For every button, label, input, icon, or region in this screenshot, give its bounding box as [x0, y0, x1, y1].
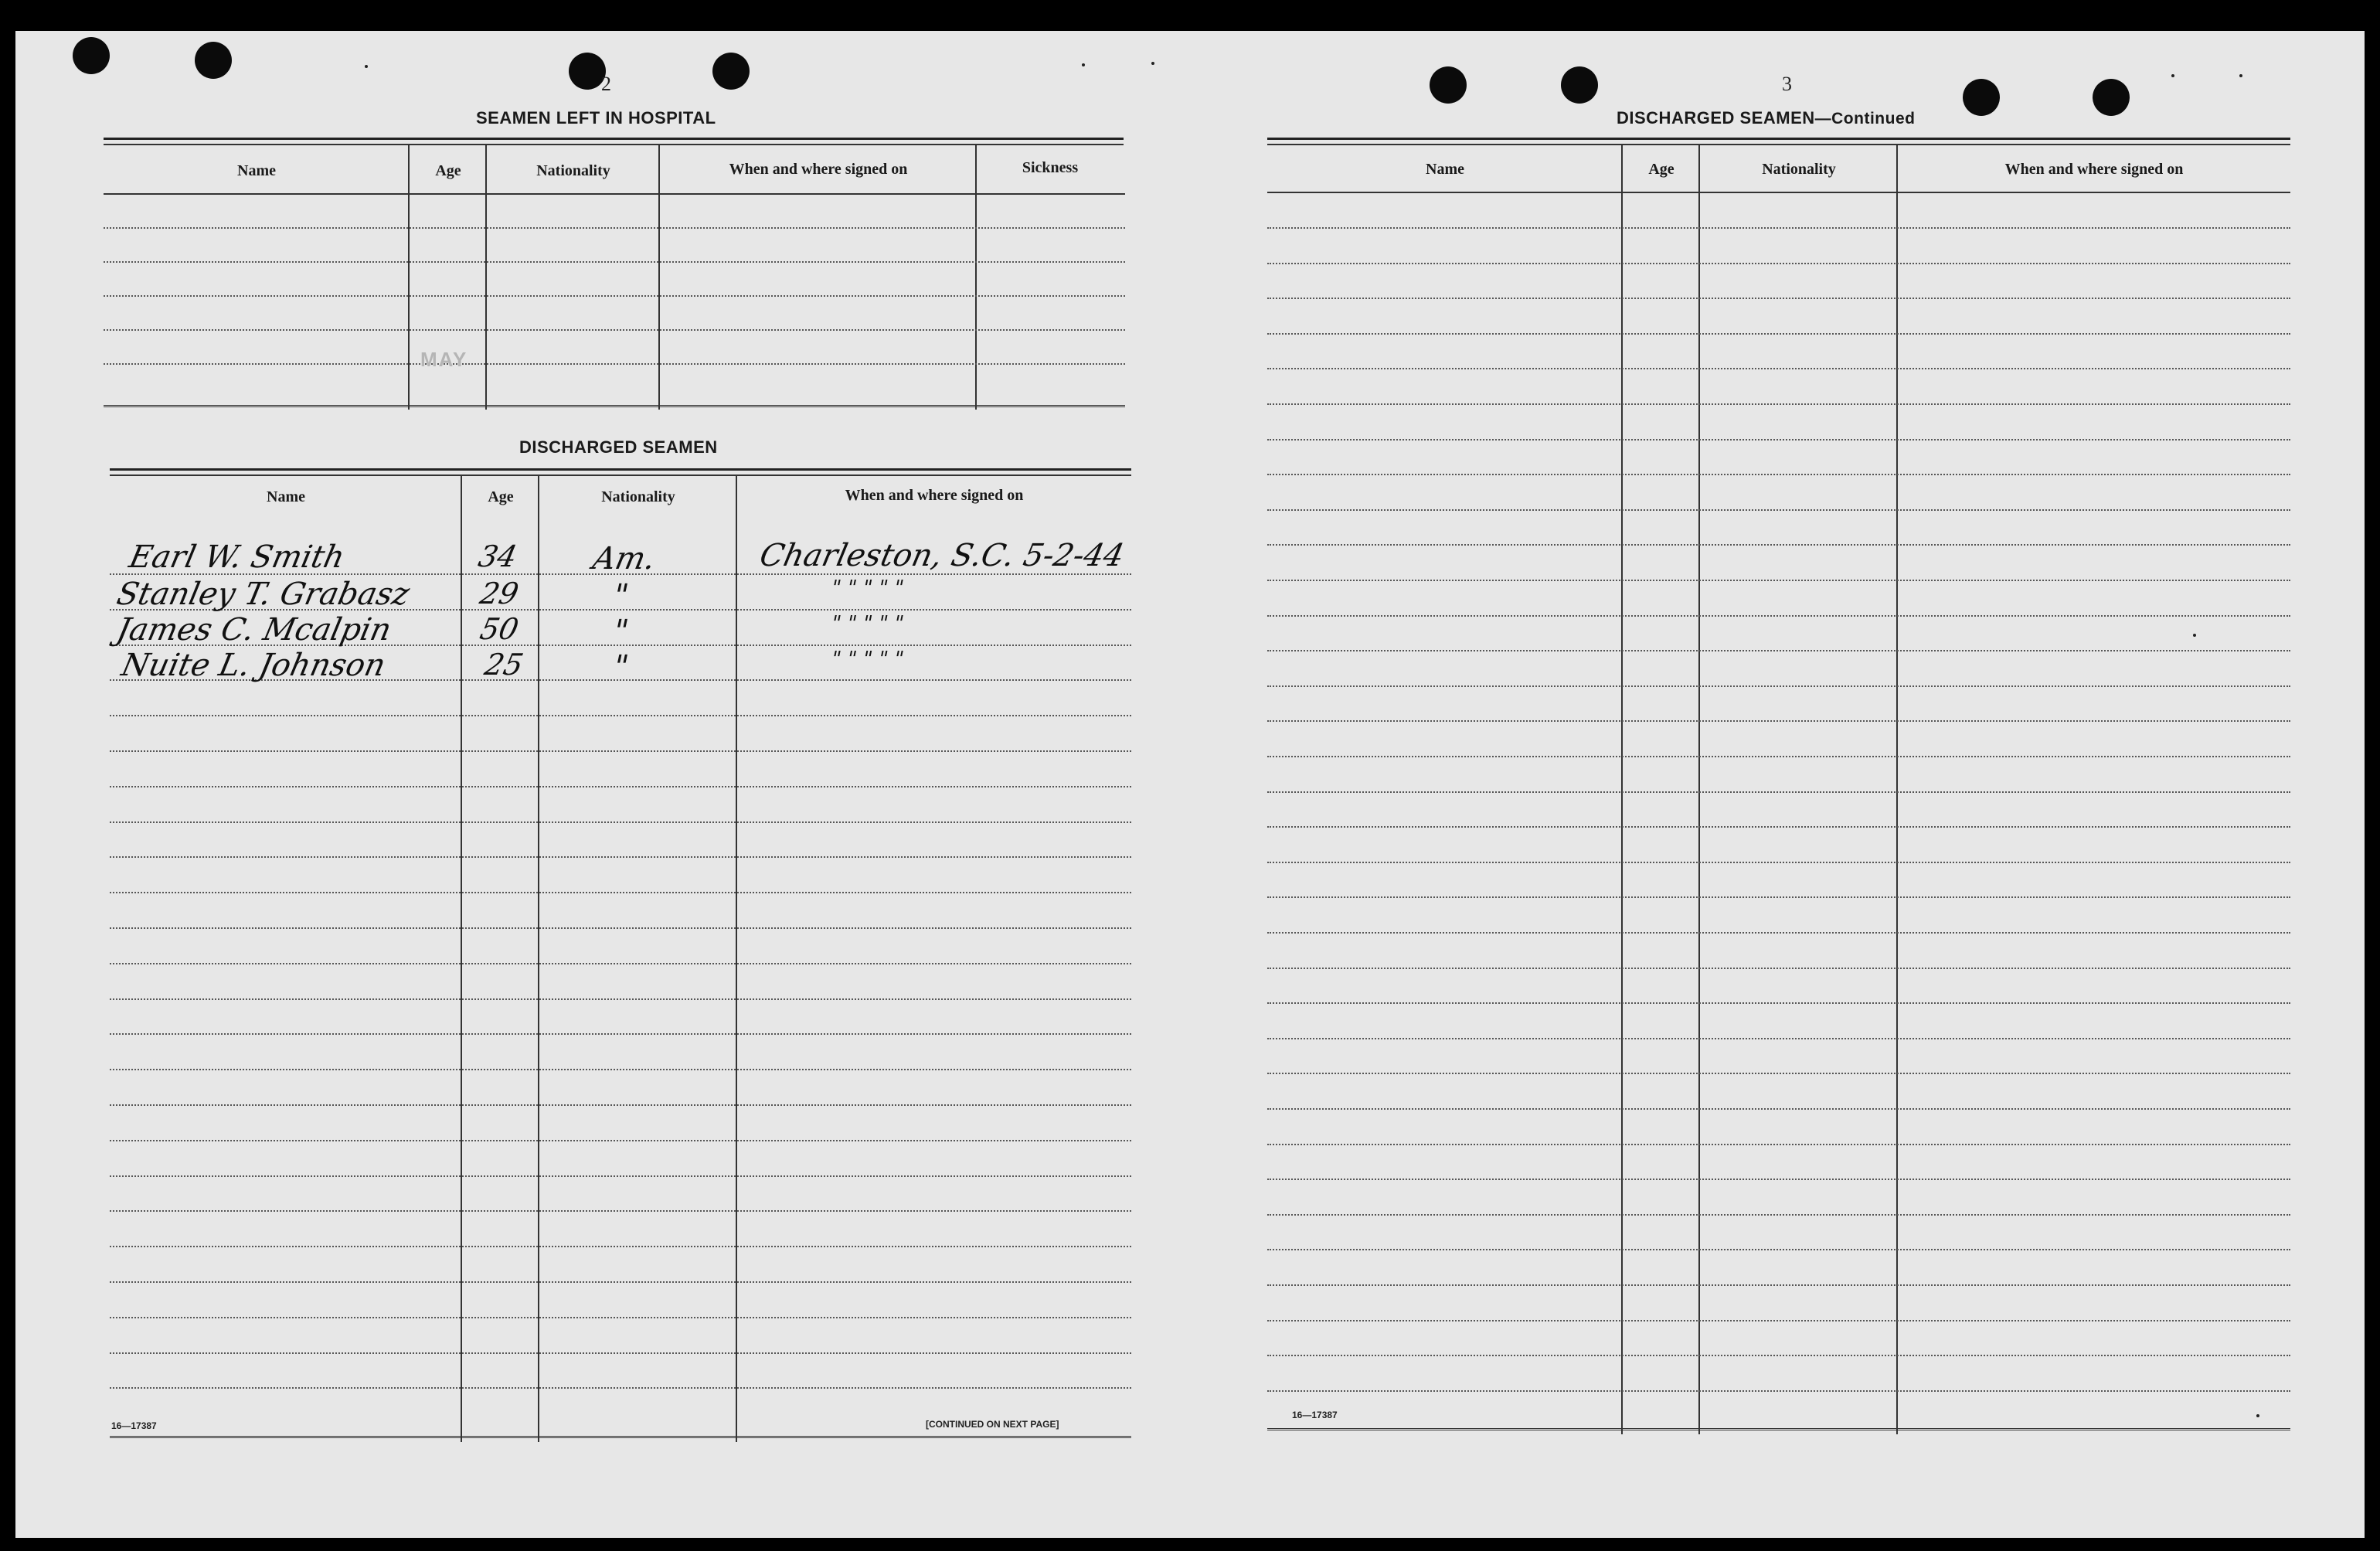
ruled-line [110, 998, 1131, 1000]
ruled-line [110, 1175, 1131, 1177]
right-header-name: Name [1426, 161, 1464, 178]
discharged-top-rule [110, 468, 1131, 471]
ledger-sheet [15, 31, 2365, 1538]
ruled-line [1267, 298, 2290, 299]
ruled-line [1267, 1214, 2290, 1216]
discharged-col-divider [736, 476, 737, 1442]
hospital-table [104, 145, 1125, 410]
seaman-age: 29 [477, 577, 522, 611]
seaman-name: Nuite L. Johnson [118, 648, 389, 683]
ruled-line [110, 1210, 1131, 1212]
hospital-header-age: Age [435, 162, 461, 179]
right-col-divider [1621, 145, 1623, 1434]
ruled-line [1267, 1073, 2290, 1074]
hospital-header-nationality: Nationality [536, 162, 610, 179]
ruled-line [110, 963, 1131, 964]
right-top-rule [1267, 138, 2290, 140]
ruled-line [1267, 1179, 2290, 1180]
ruled-line [1267, 1355, 2290, 1356]
ruled-line [1267, 474, 2290, 475]
hospital-row-line [104, 295, 1125, 297]
hospital-row-line [104, 363, 1125, 365]
discharged-section-title: DISCHARGED SEAMEN [519, 437, 718, 457]
hospital-row-line [104, 261, 1125, 263]
ruled-line [1267, 1144, 2290, 1145]
seaman-nationality: " [610, 578, 632, 614]
ruled-line [1267, 544, 2290, 546]
hospital-col-divider [658, 145, 660, 410]
punch-hole [1430, 66, 1467, 104]
seaman-nationality: " [610, 614, 632, 649]
discharged-header-age: Age [488, 488, 514, 505]
discharged-continued-table [1267, 145, 2290, 1434]
seaman-nationality: " [610, 649, 632, 685]
hospital-section-title: SEAMEN LEFT IN HOSPITAL [476, 108, 716, 128]
ruled-line [1267, 791, 2290, 793]
ruled-line [110, 1352, 1131, 1354]
ruled-line [1267, 403, 2290, 405]
seaman-name: Stanley T. Grabasz [114, 577, 413, 612]
discharged-continued-title [1617, 108, 1915, 128]
ruled-line [1267, 227, 2290, 229]
ruled-line [1267, 439, 2290, 440]
ruled-line [1267, 615, 2290, 617]
hospital-bottom-line [104, 405, 1125, 407]
ruled-line [1267, 826, 2290, 828]
seaman-age: 34 [475, 539, 521, 573]
discharged-continued-title-suffix: —Continued [1814, 110, 1916, 128]
ruled-line [1267, 685, 2290, 687]
ruled-line [110, 1246, 1131, 1247]
form-number-right: 16—17387 [1292, 1410, 1338, 1420]
hospital-header-sickness: Sickness [1022, 159, 1079, 176]
ruled-line [1267, 1108, 2290, 1110]
hospital-header-name: Name [237, 162, 276, 179]
hospital-row-line [104, 329, 1125, 331]
ruled-line [1267, 333, 2290, 335]
punch-hole [195, 42, 232, 79]
hospital-top-rule [104, 138, 1124, 140]
punch-hole [712, 53, 750, 90]
hospital-header-signed-on: When and where signed on [729, 161, 908, 178]
ruled-line [110, 786, 1131, 787]
ruled-line [110, 856, 1131, 858]
ruled-line [110, 821, 1131, 823]
ruled-line [1267, 968, 2290, 969]
hospital-col-divider [975, 145, 977, 410]
discharged-bottom-line [110, 1436, 1131, 1438]
hospital-row-line [104, 227, 1125, 229]
discharged-header-signed-on: When and where signed on [845, 487, 1024, 504]
seaman-signed-on: " " " " " [828, 577, 906, 600]
seaman-name: Earl W. Smith [126, 539, 348, 575]
page-number-left: 2 [601, 73, 611, 95]
seaman-nationality: Am. [590, 541, 659, 577]
form-number-left: 16—17387 [111, 1420, 157, 1431]
ruled-line [1267, 756, 2290, 757]
ruled-line [1267, 862, 2290, 863]
discharged-header-name: Name [267, 488, 305, 505]
faded-stamp: MAY [420, 348, 468, 371]
right-header-signed-on: When and where signed on [2004, 161, 2184, 178]
punch-hole [1963, 79, 2000, 116]
right-header-nationality: Nationality [1762, 161, 1836, 178]
ruled-line [110, 1104, 1131, 1106]
ruled-line [110, 892, 1131, 893]
discharged-header-nationality: Nationality [601, 488, 675, 505]
ruled-line [1267, 509, 2290, 511]
ruled-line [1267, 932, 2290, 934]
ruled-line [1267, 720, 2290, 722]
page-number-right: 3 [1782, 73, 1792, 95]
ruled-line [110, 1281, 1131, 1283]
seaman-name: James C. Mcalpin [114, 612, 395, 648]
discharged-table [110, 476, 1131, 1442]
ruled-line [1267, 580, 2290, 581]
hospital-col-divider [485, 145, 487, 410]
ruled-line [110, 750, 1131, 752]
ruled-line [1267, 1390, 2290, 1392]
seaman-age: 50 [477, 612, 522, 646]
seaman-age: 25 [481, 648, 527, 682]
ruled-line [1267, 1320, 2290, 1321]
right-col-divider [1896, 145, 1898, 1434]
ruled-line [1267, 1038, 2290, 1039]
seaman-signed-on: Charleston, S.C. 5-2-44 [756, 538, 1127, 573]
right-bottom-line [1267, 1428, 2290, 1430]
hospital-col-divider [408, 145, 410, 410]
ink-speck [2239, 74, 2242, 77]
ruled-line [1267, 896, 2290, 898]
discharged-col-divider [538, 476, 539, 1442]
ruled-line [1267, 368, 2290, 369]
ink-speck [365, 65, 368, 68]
seaman-signed-on: " " " " " [828, 612, 906, 635]
ruled-line [1267, 263, 2290, 264]
ruled-line [110, 1387, 1131, 1389]
seaman-signed-on: " " " " " [828, 648, 906, 671]
ruled-line [110, 715, 1131, 716]
ruled-line [1267, 650, 2290, 651]
ruled-line [110, 1317, 1131, 1318]
ruled-line [110, 1033, 1131, 1035]
punch-hole [1561, 66, 1598, 104]
ruled-line [110, 927, 1131, 929]
punch-hole [2093, 79, 2130, 116]
ruled-line [110, 1140, 1131, 1141]
punch-hole [569, 53, 606, 90]
discharged-col-divider [461, 476, 462, 1442]
ink-speck [1151, 62, 1154, 65]
ruled-line [1267, 1284, 2290, 1286]
ruled-line [1267, 1249, 2290, 1250]
ink-speck [1082, 63, 1085, 66]
ruled-line [1267, 1002, 2290, 1004]
continued-note: [CONTINUED ON NEXT PAGE] [926, 1419, 1059, 1430]
punch-hole [73, 37, 110, 74]
right-col-divider [1698, 145, 1700, 1434]
ruled-line [110, 1069, 1131, 1070]
discharged-continued-title-main: DISCHARGED SEAMEN [1617, 108, 1815, 128]
ink-speck [2171, 74, 2174, 77]
right-header-age: Age [1648, 161, 1674, 178]
